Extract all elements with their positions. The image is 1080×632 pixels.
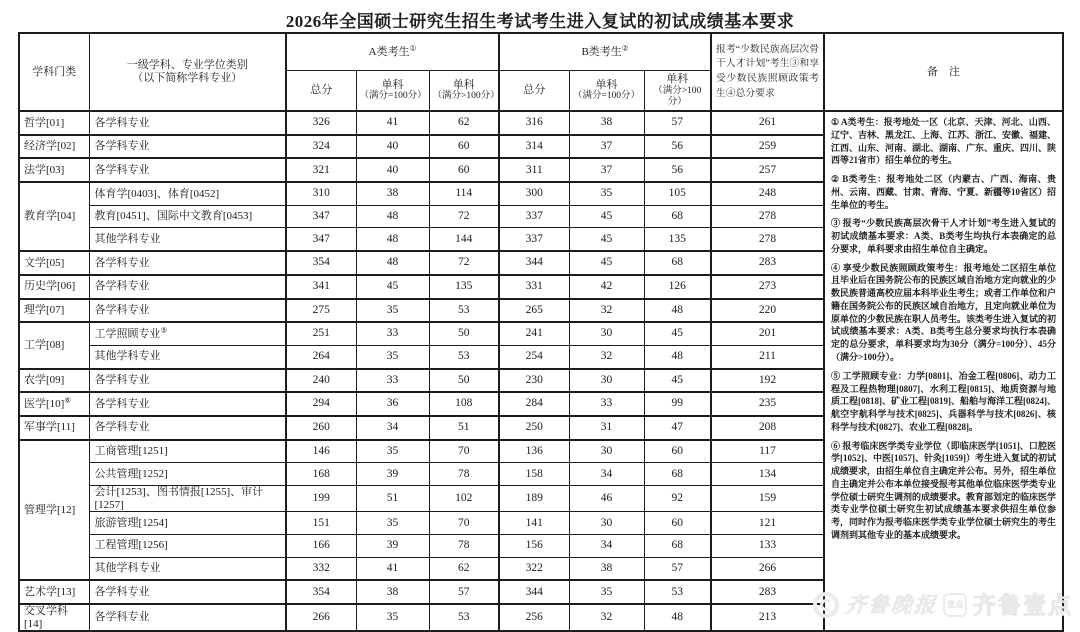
discipline-cell: 会计[1253]、图书情报[1255]、审计[1257] (89, 486, 286, 512)
b-single-gt100-cell: 48 (644, 604, 711, 631)
header-minority-plan: 报考“少数民族高层次骨干人才计划”考生③和享受少数民族照顾政策考生④总分要求 (711, 33, 824, 111)
b-single-gt100-cell: 57 (644, 557, 711, 580)
minority-total-cell: 248 (711, 182, 824, 205)
minority-total-cell: 208 (711, 416, 824, 440)
discipline-cell: 各学科专业 (89, 158, 286, 182)
minority-total-cell: 235 (711, 392, 824, 416)
a-single-eq100-cell: 35 (356, 299, 429, 323)
b-total-cell: 254 (499, 345, 569, 368)
a-single-gt100-cell: 53 (429, 604, 499, 631)
note-ref-1: ① (409, 43, 417, 53)
a-total-cell: 251 (286, 322, 356, 345)
a-total-cell: 275 (286, 299, 356, 323)
a-total-cell: 324 (286, 135, 356, 159)
b-single-gt100-cell: 48 (644, 345, 711, 368)
a-single-gt100-cell: 62 (429, 557, 499, 580)
a-single-gt100-cell: 144 (429, 228, 499, 251)
b-single-gt100-cell: 68 (644, 251, 711, 275)
a-single-gt100-cell: 50 (429, 322, 499, 345)
a-single-eq100-cell: 41 (356, 557, 429, 580)
b-single-gt100-cell: 53 (644, 580, 711, 604)
b-single-eq100-cell: 34 (569, 534, 644, 557)
minority-total-cell: 278 (711, 228, 824, 251)
b-single-eq100-cell: 30 (569, 369, 644, 393)
b-total-cell: 314 (499, 135, 569, 159)
b-total-cell: 158 (499, 463, 569, 486)
discipline-cell: 各学科专业 (89, 251, 286, 275)
note-ref: ⑥ (64, 395, 72, 405)
a-single-eq100-cell: 48 (356, 205, 429, 228)
subject-category-cell: 农学[09] (19, 369, 89, 393)
b-single-gt100-cell: 60 (644, 512, 711, 535)
a-single-gt100-cell: 135 (429, 275, 499, 299)
a-single-gt100-cell: 60 (429, 158, 499, 182)
a-single-eq100-cell: 34 (356, 416, 429, 440)
b-total-cell: 331 (499, 275, 569, 299)
minority-total-cell: 266 (711, 557, 824, 580)
b-single-eq100-cell: 32 (569, 604, 644, 631)
a-single-eq100-cell: 45 (356, 275, 429, 299)
discipline-cell: 其他学科专业 (89, 345, 286, 368)
b-total-cell: 141 (499, 512, 569, 535)
subject-category-cell: 历史学[06] (19, 275, 89, 299)
a-single-eq100-cell: 38 (356, 580, 429, 604)
header-b-total: 总分 (499, 71, 569, 112)
header-discipline-line1: 一级学科、专业学位类别 (126, 59, 248, 72)
subject-category-cell: 工学[08] (19, 322, 89, 368)
b-total-cell: 337 (499, 205, 569, 228)
a-total-cell: 347 (286, 205, 356, 228)
b-single-eq100-cell: 46 (569, 486, 644, 512)
subject-category-cell: 理学[07] (19, 299, 89, 323)
watermark-paper-name: 齐鲁晚报 (843, 593, 939, 618)
minority-total-cell: 257 (711, 158, 824, 182)
b-total-cell: 300 (499, 182, 569, 205)
a-total-cell: 260 (286, 416, 356, 440)
subject-category-cell: 军事学[11] (19, 416, 89, 440)
b-single-eq100-cell: 37 (569, 135, 644, 159)
subject-category-cell: 管理学[12] (19, 440, 89, 581)
b-total-cell: 189 (499, 486, 569, 512)
table-row (19, 111, 1063, 135)
a-total-cell: 199 (286, 486, 356, 512)
b-single-eq100-cell: 35 (569, 182, 644, 205)
page-title: 2026年全国硕士研究生招生考试考生进入复试的初试成绩基本要求 (285, 12, 795, 31)
b-total-cell: 284 (499, 392, 569, 416)
header-remarks: 备 注 (824, 33, 1063, 111)
b-single-gt100-cell: 92 (644, 486, 711, 512)
minority-total-cell: 278 (711, 205, 824, 228)
qilu-yidian-logo-icon: 壹点 (943, 593, 967, 617)
subject-category-cell: 艺术学[13] (19, 580, 89, 604)
minority-total-cell: 220 (711, 299, 824, 323)
minority-total-cell: 192 (711, 369, 824, 393)
minority-total-cell: 159 (711, 486, 824, 512)
discipline-cell: 各学科专业 (89, 580, 286, 604)
discipline-cell: 各学科专业 (89, 604, 286, 631)
remark-note: ② B类考生：报考地处二区（内蒙古、广西、海南、贵州、云南、西藏、甘肃、青海、宁夏、新疆等10省区）招生单位的考生。 (831, 174, 1057, 210)
discipline-cell: 公共管理[1252] (89, 463, 286, 486)
b-single-eq100-cell: 38 (569, 111, 644, 135)
remark-note: ① A类考生：报考地处一区（北京、天津、河北、山西、辽宁、吉林、黑龙江、上海、江苏、浙江、安徽、福建、江西、山东、河南、湖北、湖南、广东、重庆、四川、陕西等21省市）招生单位的考生。 (831, 117, 1057, 166)
b-total-cell: 230 (499, 369, 569, 393)
b-single-eq100-cell: 30 (569, 322, 644, 345)
a-single-eq100-cell: 33 (356, 322, 429, 345)
header-discipline (89, 33, 286, 111)
b-total-cell: 265 (499, 299, 569, 323)
a-single-gt100-cell: 62 (429, 111, 499, 135)
subject-category-cell: 法学[03] (19, 158, 89, 182)
discipline-cell: 工商管理[1251] (89, 440, 286, 463)
b-total-cell: 322 (499, 557, 569, 580)
a-total-cell: 168 (286, 463, 356, 486)
discipline-cell: 其他学科专业 (89, 557, 286, 580)
b-total-cell: 136 (499, 440, 569, 463)
b-total-cell: 250 (499, 416, 569, 440)
b-single-eq100-cell: 45 (569, 228, 644, 251)
a-single-gt100-cell: 78 (429, 463, 499, 486)
minority-total-cell: 273 (711, 275, 824, 299)
a-single-eq100-cell: 38 (356, 182, 429, 205)
minority-total-cell: 283 (711, 580, 824, 604)
a-total-cell: 321 (286, 158, 356, 182)
b-total-cell: 311 (499, 158, 569, 182)
discipline-cell: 体育学[0403]、体育[0452] (89, 182, 286, 205)
discipline-cell: 各学科专业 (89, 135, 286, 159)
minority-total-cell: 134 (711, 463, 824, 486)
discipline-cell: 各学科专业 (89, 392, 286, 416)
discipline-cell: 教育[0451]、国际中文教育[0453] (89, 205, 286, 228)
remarks-cell (824, 111, 1073, 631)
a-single-gt100-cell: 60 (429, 135, 499, 159)
b-single-eq100-cell: 31 (569, 416, 644, 440)
b-single-gt100-cell: 99 (644, 392, 711, 416)
a-total-cell: 240 (286, 369, 356, 393)
a-total-cell: 294 (286, 392, 356, 416)
a-single-eq100-cell: 48 (356, 251, 429, 275)
a-total-cell: 354 (286, 580, 356, 604)
a-single-eq100-cell: 40 (356, 135, 429, 159)
a-total-cell: 146 (286, 440, 356, 463)
a-single-gt100-cell: 50 (429, 369, 499, 393)
header-a-single-gt100: 单科 （满分>100分） (429, 71, 499, 112)
a-single-gt100-cell: 51 (429, 416, 499, 440)
b-single-eq100-cell: 32 (569, 299, 644, 323)
a-single-eq100-cell: 48 (356, 228, 429, 251)
b-single-eq100-cell: 45 (569, 205, 644, 228)
b-single-gt100-cell: 126 (644, 275, 711, 299)
a-single-eq100-cell: 35 (356, 345, 429, 368)
a-single-eq100-cell: 39 (356, 463, 429, 486)
minority-total-cell: 211 (711, 345, 824, 368)
a-single-eq100-cell: 39 (356, 534, 429, 557)
discipline-cell: 各学科专业 (89, 369, 286, 393)
discipline-cell: 各学科专业 (89, 299, 286, 323)
b-single-gt100-cell: 47 (644, 416, 711, 440)
b-single-eq100-cell: 37 (569, 158, 644, 182)
b-single-gt100-cell: 48 (644, 299, 711, 323)
b-single-eq100-cell: 42 (569, 275, 644, 299)
a-single-eq100-cell: 35 (356, 440, 429, 463)
a-single-eq100-cell: 35 (356, 512, 429, 535)
b-single-gt100-cell: 57 (644, 111, 711, 135)
subject-category-cell: 哲学[01] (19, 111, 89, 135)
b-total-cell: 256 (499, 604, 569, 631)
b-single-eq100-cell: 30 (569, 512, 644, 535)
remark-note: ③ 报考“少数民族高层次骨干人才计划”考生进入复试的初试成绩基本要求：A类、B类考生均执行本表确定的总分要求，单科要求由招生单位自主确定。 (831, 218, 1056, 254)
b-single-eq100-cell: 45 (569, 251, 644, 275)
b-single-eq100-cell: 34 (569, 463, 644, 486)
b-single-gt100-cell: 105 (644, 182, 711, 205)
remark-note: ⑤ 工学照顾专业：力学[0801]、冶金工程[0806]、动力工程及工程热物理[0807]、水利工程[0815]、地质资源与地质工程[0818]、矿业工程[0819]、船舶与海洋工程[0824]、航空宇航科学与技术[0825]、兵器科学与技术[0826]、核科学与技术[0827]、农业工程[0828]。 (831, 370, 1056, 432)
a-total-cell: 264 (286, 345, 356, 368)
a-total-cell: 310 (286, 182, 356, 205)
a-single-eq100-cell: 35 (356, 604, 429, 631)
a-single-gt100-cell: 108 (429, 392, 499, 416)
a-single-gt100-cell: 114 (429, 182, 499, 205)
b-single-eq100-cell: 30 (569, 440, 644, 463)
b-total-cell: 156 (499, 534, 569, 557)
a-single-eq100-cell: 40 (356, 158, 429, 182)
minority-total-cell: 117 (711, 440, 824, 463)
a-total-cell: 166 (286, 534, 356, 557)
score-table (18, 32, 1073, 632)
subject-category-cell: 交叉学科[14] (19, 604, 89, 631)
b-single-gt100-cell: 56 (644, 158, 711, 182)
discipline-cell: 旅游管理[1254] (89, 512, 286, 535)
minority-total-cell: 283 (711, 251, 824, 275)
a-total-cell: 332 (286, 557, 356, 580)
header-group-b: B类考生② (499, 33, 711, 71)
minority-total-cell: 261 (711, 111, 824, 135)
discipline-cell: 其他学科专业 (89, 228, 286, 251)
b-single-eq100-cell: 35 (569, 580, 644, 604)
discipline-cell: 工程管理[1256] (89, 534, 286, 557)
header-a-single-eq100: 单科 （满分=100分） (356, 71, 429, 112)
subject-category-cell: 经济学[02] (19, 135, 89, 159)
b-single-gt100-cell: 45 (644, 369, 711, 393)
discipline-cell: 工学照顾专业⑤ (89, 322, 286, 345)
b-single-gt100-cell: 60 (644, 440, 711, 463)
a-total-cell: 347 (286, 228, 356, 251)
watermark-app-name: 齐鲁壹点 (973, 591, 1073, 618)
b-total-cell: 337 (499, 228, 569, 251)
minority-total-cell: 259 (711, 135, 824, 159)
header-subject-category: 学科门类 (19, 33, 89, 111)
b-total-cell: 344 (499, 251, 569, 275)
header-a-total: 总分 (286, 71, 356, 112)
a-single-gt100-cell: 57 (429, 580, 499, 604)
minority-total-cell: 133 (711, 534, 824, 557)
b-single-eq100-cell: 38 (569, 557, 644, 580)
a-single-gt100-cell: 70 (429, 512, 499, 535)
a-single-gt100-cell: 102 (429, 486, 499, 512)
b-single-gt100-cell: 68 (644, 205, 711, 228)
b-single-gt100-cell: 135 (644, 228, 711, 251)
b-total-cell: 344 (499, 580, 569, 604)
a-total-cell: 354 (286, 251, 356, 275)
header-b-single-eq100: 单科 （满分=100分） (569, 71, 644, 112)
watermark (813, 592, 1073, 618)
b-total-cell: 316 (499, 111, 569, 135)
a-single-eq100-cell: 41 (356, 111, 429, 135)
header-b-single-gt100: 单科 （满分>100分） (644, 71, 711, 112)
subject-category-cell: 医学[10]⑥ (19, 392, 89, 416)
subject-category-cell: 文学[05] (19, 251, 89, 275)
a-single-gt100-cell: 72 (429, 205, 499, 228)
note-ref-2: ② (621, 43, 629, 53)
remark-note: ④ 享受少数民族照顾政策考生：报考地处二区招生单位且毕业后在国务院公布的民族区域自治地方定向就业的少数民族普通高校应届本科毕业生考生；或者工作单位和户籍在国务院公布的民族区域自治地方，且定向就业单位为原单位的少数民族在职人员考生。该类考生进入复试的初试成绩基本要求：A类、B类考生总分要求均执行本表确定的总分要求，单科要求均为30分（满分=100分）、45分（满分>100分）。 (831, 262, 1057, 363)
a-single-gt100-cell: 53 (429, 345, 499, 368)
header-discipline-line2: （以下简称学科专业） (132, 72, 243, 84)
b-single-eq100-cell: 32 (569, 345, 644, 368)
a-total-cell: 266 (286, 604, 356, 631)
b-single-gt100-cell: 45 (644, 322, 711, 345)
discipline-cell: 各学科专业 (89, 416, 286, 440)
b-single-eq100-cell: 33 (569, 392, 644, 416)
minority-total-cell: 213 (711, 604, 824, 631)
a-total-cell: 341 (286, 275, 356, 299)
a-single-eq100-cell: 51 (356, 486, 429, 512)
a-single-gt100-cell: 70 (429, 440, 499, 463)
a-total-cell: 151 (286, 512, 356, 535)
subject-category-cell: 教育学[04] (19, 182, 89, 251)
a-single-eq100-cell: 33 (356, 369, 429, 393)
a-total-cell: 326 (286, 111, 356, 135)
a-single-gt100-cell: 53 (429, 299, 499, 323)
b-single-gt100-cell: 56 (644, 135, 711, 159)
b-total-cell: 241 (499, 322, 569, 345)
b-single-gt100-cell: 68 (644, 463, 711, 486)
minority-total-cell: 121 (711, 512, 824, 535)
b-single-gt100-cell: 68 (644, 534, 711, 557)
a-single-gt100-cell: 72 (429, 251, 499, 275)
discipline-cell: 各学科专业 (89, 111, 286, 135)
a-single-eq100-cell: 36 (356, 392, 429, 416)
discipline-cell: 各学科专业 (89, 275, 286, 299)
a-single-gt100-cell: 78 (429, 534, 499, 557)
minority-total-cell: 201 (711, 322, 824, 345)
note-ref: ⑤ (160, 325, 168, 335)
remark-note: ⑥ 报考临床医学类专业学位（即临床医学[1051]、口腔医学[1052]、中医[1057]、针灸[1059]）考生进入复试的初试成绩要求，由招生单位自主确定并公布。另外，招生单位自主确定并公布本单位接受报考其他单位临床医学类专业学位硕士研究生调剂的成绩要求。教育部划定的临床医学类专业学位硕士研究生初试成绩基本要求供招生单位参考，同时作为报考临床医学类专业学位硕士研究生的考生调剂到其他专业的基本成绩要求。 (831, 440, 1057, 540)
header-group-a: A类考生① (286, 33, 499, 71)
